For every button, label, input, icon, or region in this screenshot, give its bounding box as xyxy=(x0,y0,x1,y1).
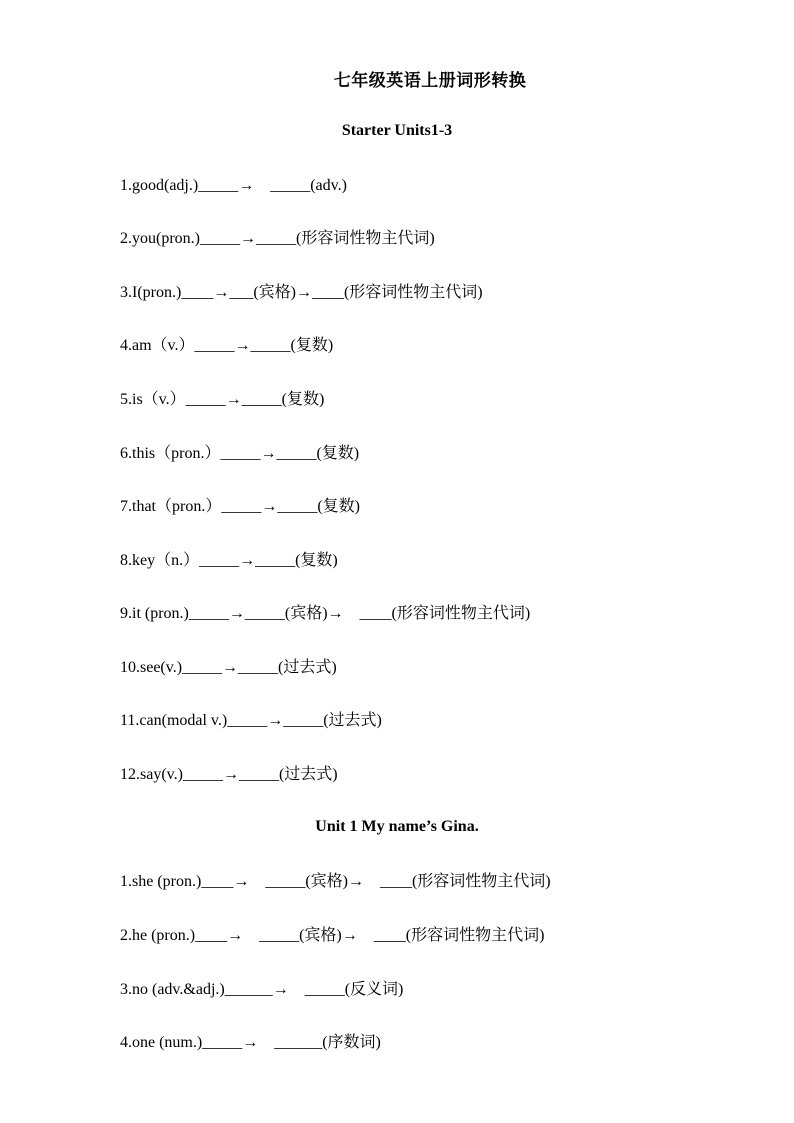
exercise-item: 1.she (pron.)____→ _____(宾格)→ ____(形容词性物主代词) xyxy=(120,873,551,890)
exercise-item: 2.he (pron.)____→ _____(宾格)→ ____(形容词性物主代词) xyxy=(120,927,545,944)
section-heading-starter-units: Starter Units1-3 xyxy=(341,122,453,139)
exercise-item: 1.good(adj.)_____→ _____(adv.) xyxy=(120,177,347,194)
exercise-item: 7.that（pron.）_____→_____(复数) xyxy=(120,498,360,515)
exercise-item: 12.say(v.)_____→_____(过去式) xyxy=(120,766,338,783)
exercise-item: 2.you(pron.)_____→_____(形容词性物主代词) xyxy=(120,230,435,247)
section-heading-unit-1: Unit 1 My name’s Gina. xyxy=(315,818,479,835)
exercise-item: 5.is（v.）_____→_____(复数) xyxy=(120,391,325,408)
page-title: 七年级英语上册词形转换 xyxy=(333,71,527,90)
exercise-item: 4.one (num.)_____→ ______(序数词) xyxy=(120,1034,381,1051)
exercise-item: 8.key（n.）_____→_____(复数) xyxy=(120,552,338,569)
exercise-item: 4.am（v.）_____→_____(复数) xyxy=(120,337,334,354)
exercise-item: 6.this（pron.）_____→_____(复数) xyxy=(120,445,360,462)
exercise-item: 11.can(modal v.)_____→_____(过去式) xyxy=(120,712,382,729)
exercise-item: 10.see(v.)_____→_____(过去式) xyxy=(120,659,337,676)
exercise-item: 3.no (adv.&adj.)______→ _____(反义词) xyxy=(120,981,404,998)
exercise-item: 9.it (pron.)_____→_____(宾格)→ ____(形容词性物主代词) xyxy=(120,605,531,622)
exercise-item: 3.I(pron.)____→___(宾格)→____(形容词性物主代词) xyxy=(120,284,483,301)
